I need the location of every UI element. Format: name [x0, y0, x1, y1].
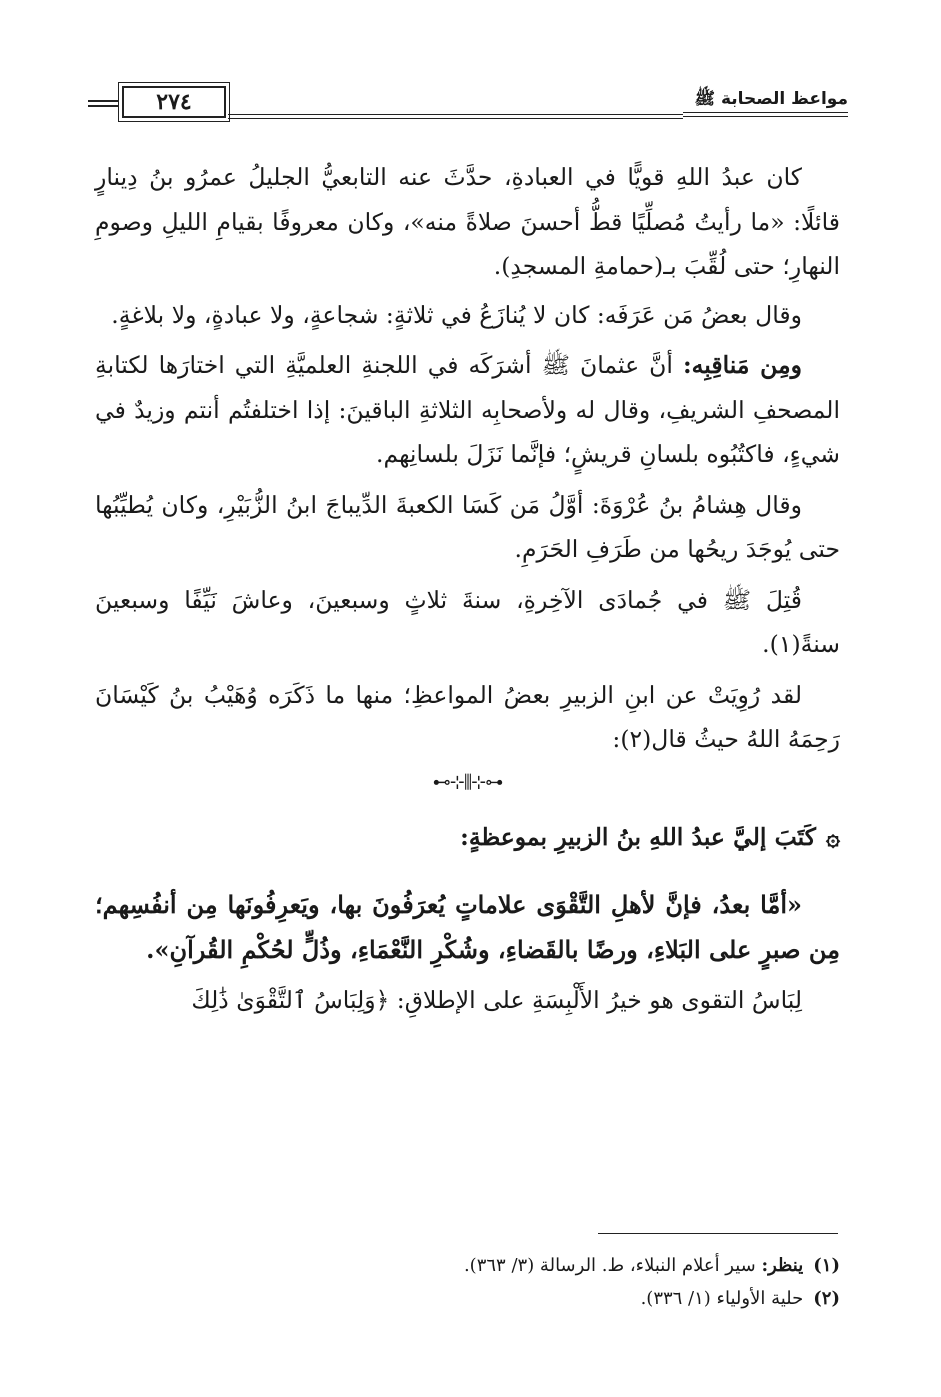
footnote — [95, 1249, 840, 1282]
page-number-frame — [118, 82, 230, 122]
header-rule-left — [88, 100, 118, 107]
footnote-number: (٢) — [813, 1288, 840, 1309]
page-number: ٢٧٤ — [122, 86, 226, 118]
header-rule-middle — [228, 114, 683, 119]
paragraph: وقال بعضُ مَن عَرَفَه: كان لا يُنازَعُ في ثلاثةٍ: شجاعةٍ، ولا عبادةٍ، ولا بلاغةٍ. — [111, 300, 802, 329]
manaqib-lead: ومِن مَناقِبِه: — [682, 351, 802, 379]
ornament-divider: ⊷⊹⫼⊹⊶ — [432, 771, 503, 793]
footnote-rule — [598, 1233, 838, 1234]
footnote-text: سير أعلام النبلاء، ط. الرسالة (٣/ ٣٦٣). — [463, 1255, 762, 1276]
footnote-number: (١) — [813, 1255, 840, 1276]
header-rule-right — [683, 112, 848, 117]
footnote — [95, 1282, 840, 1315]
paragraph: كان عبدُ اللهِ قويًّا في العبادةِ، حدَّثَ عنه التابعيُّ الجليلُ عمرُو بنُ دِينارٍ قائلًا: «ما رأيتُ مُصلِّيًا قطُّ أحسنَ صلاةً منه»، وكان معروفًا بقيامِ الليلِ وصومِ النهارِ؛ حتى لُقِّبَ بـ(حمامةِ المسجدِ). — [95, 163, 840, 280]
paragraph-manaqib — [95, 343, 840, 477]
footnote-text: حلية الأولياء (١/ ٣٣٦). — [640, 1288, 804, 1309]
flower-ornament-icon: ۞ — [825, 821, 840, 851]
main-text — [95, 155, 840, 1029]
manaqib-text: أنَّ عثمانَ ﷺ أشرَكَه في اللجنةِ العلميَّةِ التي اختارَها لكتابةِ المصحفِ الشريفِ، وقال له ولأصحابِه الثلاثةِ الباقينَ: إذا اختلفتُم أنتم وزيدٌ في شيءٍ، فاكتُبُوه بلسانِ قريشٍ؛ فإنَّما نَزَلَ بلسانِهم. — [95, 351, 840, 468]
page-header — [88, 80, 848, 130]
paragraph: قُتِلَ ﷺ في جُمادَى الآخِرةِ، سنةَ ثلاثٍ وسبعينَ، وعاشَ نَيِّفًا وسبعينَ سنةً(١). — [95, 585, 840, 658]
paragraph: لقد رُوِيَتْ عن ابنِ الزبيرِ بعضُ المواعظِ؛ منها ما ذَكَرَه وُهَيْبُ بنُ كَيْسَانَ رَحِمَهُ اللهُ حيثُ قال(٢): — [95, 680, 840, 753]
footnote-lead: ينظر: — [761, 1255, 804, 1276]
paragraph: لِبَاسُ التقوى هو خيرُ الأَلْبِسَةِ على الإطلاقِ: ﴿وَلِبَاسُ ٱلتَّقْوَىٰ ذَٰلِكَ — [191, 986, 802, 1014]
heading-text: كَتَبَ إليَّ عبدُ اللهِ بنُ الزبيرِ بموعظةٍ: — [460, 822, 816, 851]
running-title: مواعظ الصحابة ﷺ — [694, 89, 848, 109]
footnotes — [95, 1249, 840, 1315]
sermon-quote: «أمَّا بعدُ، فإنَّ لأهلِ التَّقْوَى علاماتٍ يُعرَفُونَ بها، ويَعرِفُونَها مِن أنفُسِهم؛ مِن صبرٍ على البَلاءِ، ورضًا بالقَضاءِ، وشُكْرِ النَّعْمَاءِ، وذُلٍّ لحُكْمِ القُرآنِ». — [95, 890, 840, 964]
section-heading — [95, 815, 840, 860]
paragraph: وقال هِشامُ بنُ عُرْوَةَ: أوَّلُ مَن كَسَا الكعبةَ الدِّيباجَ ابنُ الزُّبَيْرِ، وكان يُطيِّبُها حتى يُوجَدَ ريحُها من طَرَفِ الحَرَمِ. — [95, 490, 840, 563]
